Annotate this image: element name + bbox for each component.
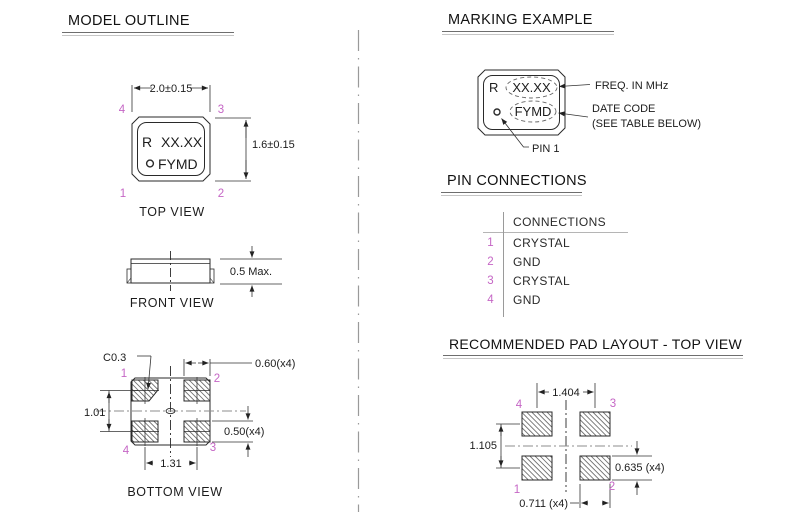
pin-number-2: 2 <box>608 481 616 493</box>
pin-number-cell: 3 <box>487 274 494 287</box>
bottom-pad-width-dim: 0.60(x4) <box>255 358 296 370</box>
layout-pad-2 <box>580 456 610 480</box>
pin1-callout: PIN 1 <box>532 143 560 155</box>
bottom-view-label: BOTTOM VIEW <box>127 485 223 499</box>
freq-leader <box>559 85 590 87</box>
pin-number-1: 1 <box>120 368 128 380</box>
layout-pad-1 <box>522 456 552 480</box>
marking-frequency: XX.XX <box>512 80 551 95</box>
datecode-callout-line2: (SEE TABLE BELOW) <box>592 118 702 130</box>
freq-callout: FREQ. IN MHz <box>595 80 669 92</box>
pin1-leader <box>502 119 530 148</box>
connection-cell: CRYSTAL <box>513 235 571 250</box>
layout-pad-width-dim: 0.711 (x4) <box>519 498 568 510</box>
marking-frequency: XX.XX <box>161 134 203 150</box>
pin-number-3: 3 <box>609 398 617 410</box>
layout-pad-height-dim: 0.635 (x4) <box>615 462 665 474</box>
top-view-height-dim: 1.6±0.15 <box>252 139 295 151</box>
model-outline-title-text: MODEL OUTLINE <box>68 13 190 29</box>
layout-pad-3 <box>580 412 610 436</box>
front-view-label: FRONT VIEW <box>129 296 215 310</box>
datecode-callout-line1: DATE CODE <box>592 103 656 115</box>
pin-number-1: 1 <box>119 188 127 200</box>
connection-cell: CRYSTAL <box>513 273 571 288</box>
pin-number-cell: 1 <box>487 236 494 249</box>
pin-connections-title-text: PIN CONNECTIONS <box>447 173 587 189</box>
height-dimension-lines <box>215 118 251 181</box>
pin-number-1: 1 <box>513 484 521 496</box>
pin-number-4: 4 <box>118 104 126 116</box>
pin-number-4: 4 <box>122 445 130 457</box>
marking-datecode: FYMD <box>514 104 552 119</box>
pin-number-3: 3 <box>209 442 217 454</box>
pin1-dot <box>147 160 154 167</box>
marking-prefix: R <box>489 80 499 95</box>
layout-pitch-h-dim: 1.404 <box>552 387 580 399</box>
layout-pad-4 <box>522 412 552 436</box>
pin-number-cell: 4 <box>487 293 494 306</box>
datecode-leader <box>559 113 589 117</box>
pin-number-2: 2 <box>213 373 221 385</box>
marking-datecode: FYMD <box>158 156 198 172</box>
marking-example-title-text: MARKING EXAMPLE <box>448 12 593 28</box>
connection-cell: GND <box>513 254 541 269</box>
bottom-pitch-v-dim: 1.01 <box>84 407 106 419</box>
pad-layout-title-text: RECOMMENDED PAD LAYOUT - TOP VIEW <box>449 336 743 352</box>
connections-header-cell: CONNECTIONS <box>513 214 607 229</box>
bottom-view-drawing <box>96 356 253 470</box>
pin1-dot <box>494 109 500 115</box>
marking-prefix: R <box>142 134 153 150</box>
top-view-width-dim: 2.0±0.15 <box>149 83 193 95</box>
pin-number-4: 4 <box>515 399 523 411</box>
layout-pitch-v-dim: 1.105 <box>469 440 497 452</box>
bottom-pitch-h-dim: 1.31 <box>160 458 182 470</box>
connection-cell: GND <box>513 292 541 307</box>
pin-number-2: 2 <box>217 188 225 200</box>
bottom-pad-height-dim: 0.50(x4) <box>224 426 265 438</box>
chamfer-note: C0.3 <box>103 352 127 364</box>
front-view-height-dim: 0.5 Max. <box>229 266 273 278</box>
pin-number-3: 3 <box>217 104 225 116</box>
top-view-label: TOP VIEW <box>139 205 205 219</box>
pin-number-cell: 2 <box>487 255 494 268</box>
